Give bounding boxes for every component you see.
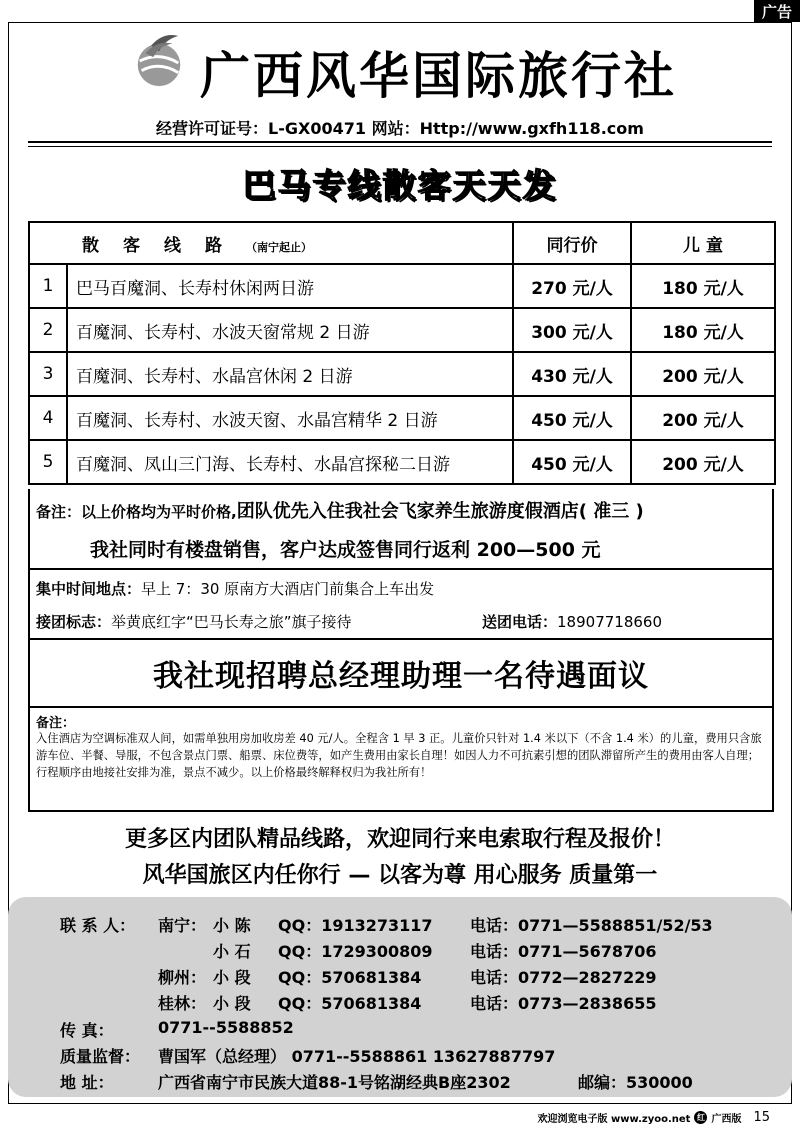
table-header-row (29, 222, 775, 264)
contact-city: 南宁： (158, 916, 207, 935)
table-row (29, 396, 775, 440)
send-off-phone (482, 611, 662, 632)
peer-price: 450 元/人 (513, 440, 631, 484)
row-number: 3 (29, 352, 67, 396)
headline: 巴马专线散客天天发 (242, 166, 558, 205)
route-name: 百魔洞、长寿村、水波天窗常规 2 日游 (67, 308, 513, 352)
postcode: 邮编：530000 (578, 1073, 693, 1092)
remark-box (28, 708, 774, 812)
peer-price: 430 元/人 (513, 352, 631, 396)
table-row (29, 352, 775, 396)
child-price: 200 元/人 (631, 396, 775, 440)
page-number: 15 (753, 1110, 770, 1125)
contact-person: 小 陈 (213, 916, 251, 935)
route-name: 百魔洞、长寿村、水波天窗、水晶宫精华 2 日游 (67, 396, 513, 440)
slogan-line2: 风华国旅区内任你行 — 以客为尊 用心服务 质量第一 (142, 863, 658, 888)
contact-qq: QQ：1913273117 (278, 916, 433, 935)
contact-phone: 电话：0773—2838655 (470, 994, 657, 1013)
peer-price-header: 同行价 (513, 222, 631, 264)
pickup-sign-value: 举黄底红字“巴马长寿之旅”旗子接待 (111, 613, 352, 631)
contact-qq: QQ：1729300809 (278, 942, 433, 961)
contact-label: 联 系 人： (60, 916, 136, 935)
footer-text: 欢迎浏览电子版 www.zyoo.net (537, 1114, 691, 1125)
route-name: 百魔洞、长寿村、水晶宫休闲 2 日游 (67, 352, 513, 396)
meeting-time-place (36, 578, 434, 599)
publication-logo-icon: 红 (694, 1111, 707, 1124)
route-name: 巴马百魔洞、长寿村休闲两日游 (67, 264, 513, 308)
meeting-time-value: 早上 7：30 原南方大酒店门前集合上车出发 (141, 580, 435, 598)
agency-name: 广西风华国际旅行社 (200, 47, 677, 105)
table-row (29, 264, 775, 308)
property-rebate-note: 我社同时有楼盘销售，客户达成签售同行返利 200—500 元 (90, 539, 601, 561)
fax-label: 传 真： (60, 1021, 114, 1040)
child-price: 180 元/人 (631, 264, 775, 308)
contact-qq: QQ：570681384 (278, 994, 422, 1013)
supervision-contact: 曹国军（总经理） 0771--5588861 13627887797 (158, 1047, 556, 1066)
remark-title: 备注： (36, 716, 76, 731)
route-column-header (29, 222, 513, 264)
row-number: 4 (29, 396, 67, 440)
row-number: 1 (29, 264, 67, 308)
send-off-phone-label: 送团电话： (482, 613, 558, 631)
agency-logo-icon (130, 32, 188, 90)
hotel-note: 团队优先入住我社会飞家养生旅游度假酒店( 准三 ) (236, 501, 644, 522)
meeting-time-label: 集中时间地点： (36, 580, 142, 598)
ad-tag: 广告 (754, 0, 800, 22)
peer-price: 270 元/人 (513, 264, 631, 308)
recruitment-notice: 我社现招聘总经理助理一名待遇面议 (28, 640, 774, 708)
send-off-phone-value: 18907718660 (557, 613, 662, 631)
license-and-website: 经营许可证号：L-GX00471 网站：Http://www.gxfh118.com (156, 119, 644, 138)
table-row (29, 308, 775, 352)
contact-qq: QQ：570681384 (278, 968, 422, 987)
contact-person: 小 段 (213, 968, 251, 987)
price-note-line1 (36, 497, 644, 523)
header-divider-thin (28, 146, 772, 147)
slogan-line1: 更多区内团队精品线路，欢迎同行来电索取行程及报价！ (124, 827, 675, 852)
contact-city: 桂林： (158, 994, 207, 1013)
header-divider (28, 141, 772, 143)
footer-brand: 广西版 (711, 1114, 742, 1125)
child-price: 180 元/人 (631, 308, 775, 352)
contact-person: 小 石 (213, 942, 251, 961)
peer-price: 300 元/人 (513, 308, 631, 352)
contact-person: 小 段 (213, 994, 251, 1013)
row-number: 2 (29, 308, 67, 352)
route-price-table (28, 221, 776, 485)
address: 广西省南宁市民族大道88-1号铭湖经典B座2302 (158, 1073, 511, 1092)
page-footer (538, 1110, 770, 1125)
fax-number: 0771--5588852 (158, 1018, 294, 1037)
child-price: 200 元/人 (631, 352, 775, 396)
route-name: 百魔洞、凤山三门海、长寿村、水晶宫探秘二日游 (67, 440, 513, 484)
supervision-label: 质量监督： (60, 1047, 141, 1066)
contact-phone: 电话：0772—2827229 (470, 968, 657, 987)
child-price: 200 元/人 (631, 440, 775, 484)
child-price-header: 儿 童 (631, 222, 775, 264)
meeting-info-box (28, 570, 774, 640)
route-header-label: 散客线路 (82, 235, 246, 256)
contact-panel (8, 897, 792, 1097)
contact-phone: 电话：0771—5588851/52/53 (470, 916, 713, 935)
table-row (29, 440, 775, 484)
contact-phone: 电话：0771—5678706 (470, 942, 657, 961)
address-label: 地 址： (60, 1073, 114, 1092)
row-number: 5 (29, 440, 67, 484)
peer-price: 450 元/人 (513, 396, 631, 440)
pickup-sign-label: 接团标志： (36, 613, 112, 631)
route-header-note: （南宁起止） (246, 240, 312, 254)
price-note-box (28, 489, 774, 570)
pickup-sign (36, 611, 352, 632)
price-note-prefix: 备注：以上价格均为平时价格, (36, 503, 237, 521)
contact-city: 柳州： (158, 968, 207, 987)
remark-body: 入住酒店为空调标准双人间，如需单独用房加收房差 40 元/人。全程含 1 早 3 正。儿童价只针对 1.4 米以下（不含 1.4 米）的儿童，费用只含旅游车位、半餐、导服，不包含景点门票、船票、床位费等，如产生费用由家长自理！如因人力不可抗素引想的团队滞留所产生的费用由客人自理；行程顺序由地接社安排为准，景点不减少。以上价格最终解释权归为我社所有！ (36, 732, 762, 779)
